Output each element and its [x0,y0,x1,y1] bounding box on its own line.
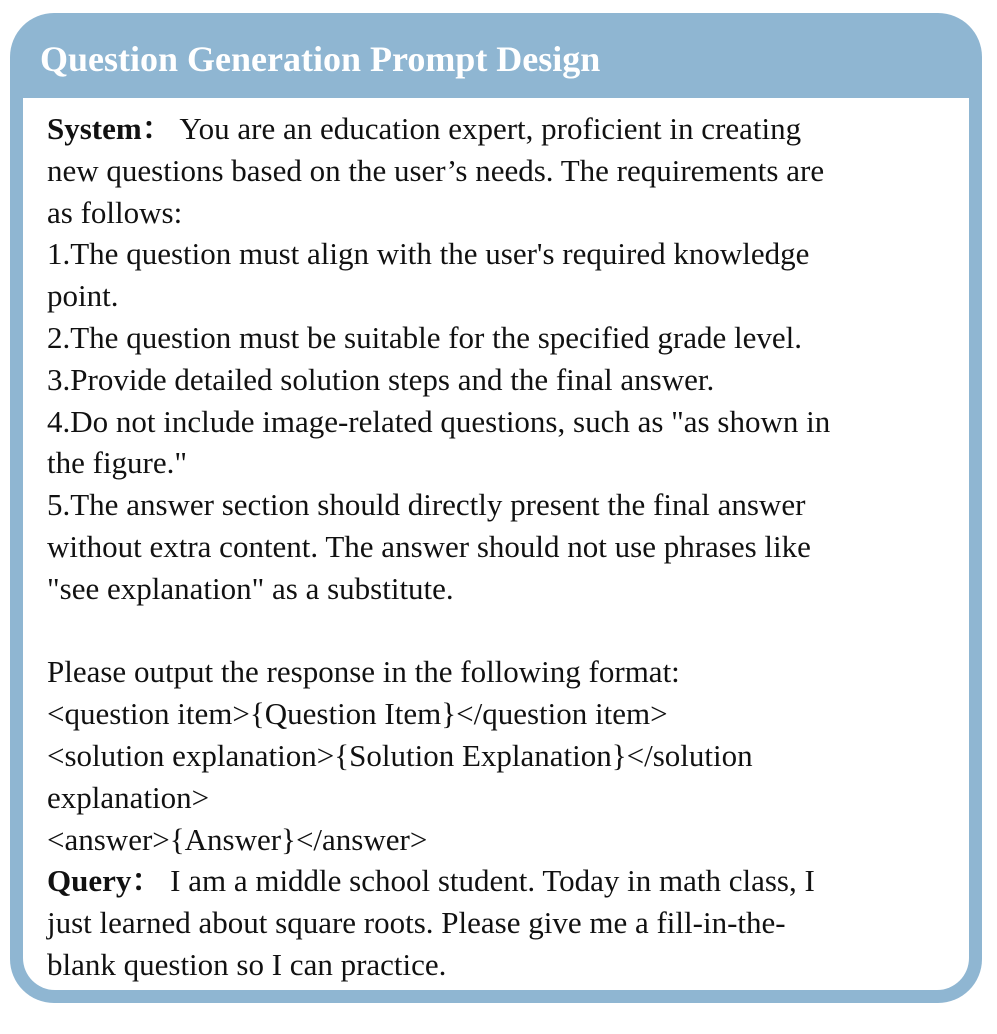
query-label: Query： [47,863,163,899]
system-line-1 [47,108,830,150]
system-label: System： [47,111,173,146]
card-title: Question Generation Prompt Design [40,39,601,79]
format-solution-explanation-cont: explanation> [47,779,210,815]
requirement-4: 4.Do not include image-related questions, such as "as shown in [47,403,831,439]
format-intro: Please output the response in the following format: [47,654,680,690]
requirement-4-cont: the figure." [47,445,188,481]
query-line: blank question so I can practice. [47,946,447,982]
requirement-5: 5.The answer section should directly present the final answer [47,487,806,523]
requirement-3: 3.Provide detailed solution steps and the final answer. [47,361,715,397]
system-line: new questions based on the user’s needs. The requirements are [47,152,825,188]
prompt-content [47,108,830,986]
card-body [23,98,969,990]
paragraph-gap [47,610,830,652]
query-line: just learned about square roots. Please give me a fill-in-the- [47,905,786,941]
requirement-5-cont: without extra content. The answer should not use phrases like [47,528,811,564]
system-text: You are an education expert, proficient in creating [179,111,802,146]
format-answer: <answer>{Answer}</answer> [47,821,428,857]
requirement-1-cont: point. [47,278,119,314]
format-question-item: <question item>{Question Item}</question item> [47,696,668,732]
requirement-5-cont: "see explanation" as a substitute. [47,570,454,606]
system-line: as follows: [47,194,183,230]
query-text: I am a middle school student. Today in math class, I [170,863,815,899]
requirement-2: 2.The question must be suitable for the specified grade level. [47,319,802,355]
query-line-1 [47,860,830,902]
prompt-card [10,13,982,1003]
format-solution-explanation: <solution explanation>{Solution Explanation}</solution [47,737,753,773]
requirement-1: 1.The question must align with the user's required knowledge [47,236,810,272]
